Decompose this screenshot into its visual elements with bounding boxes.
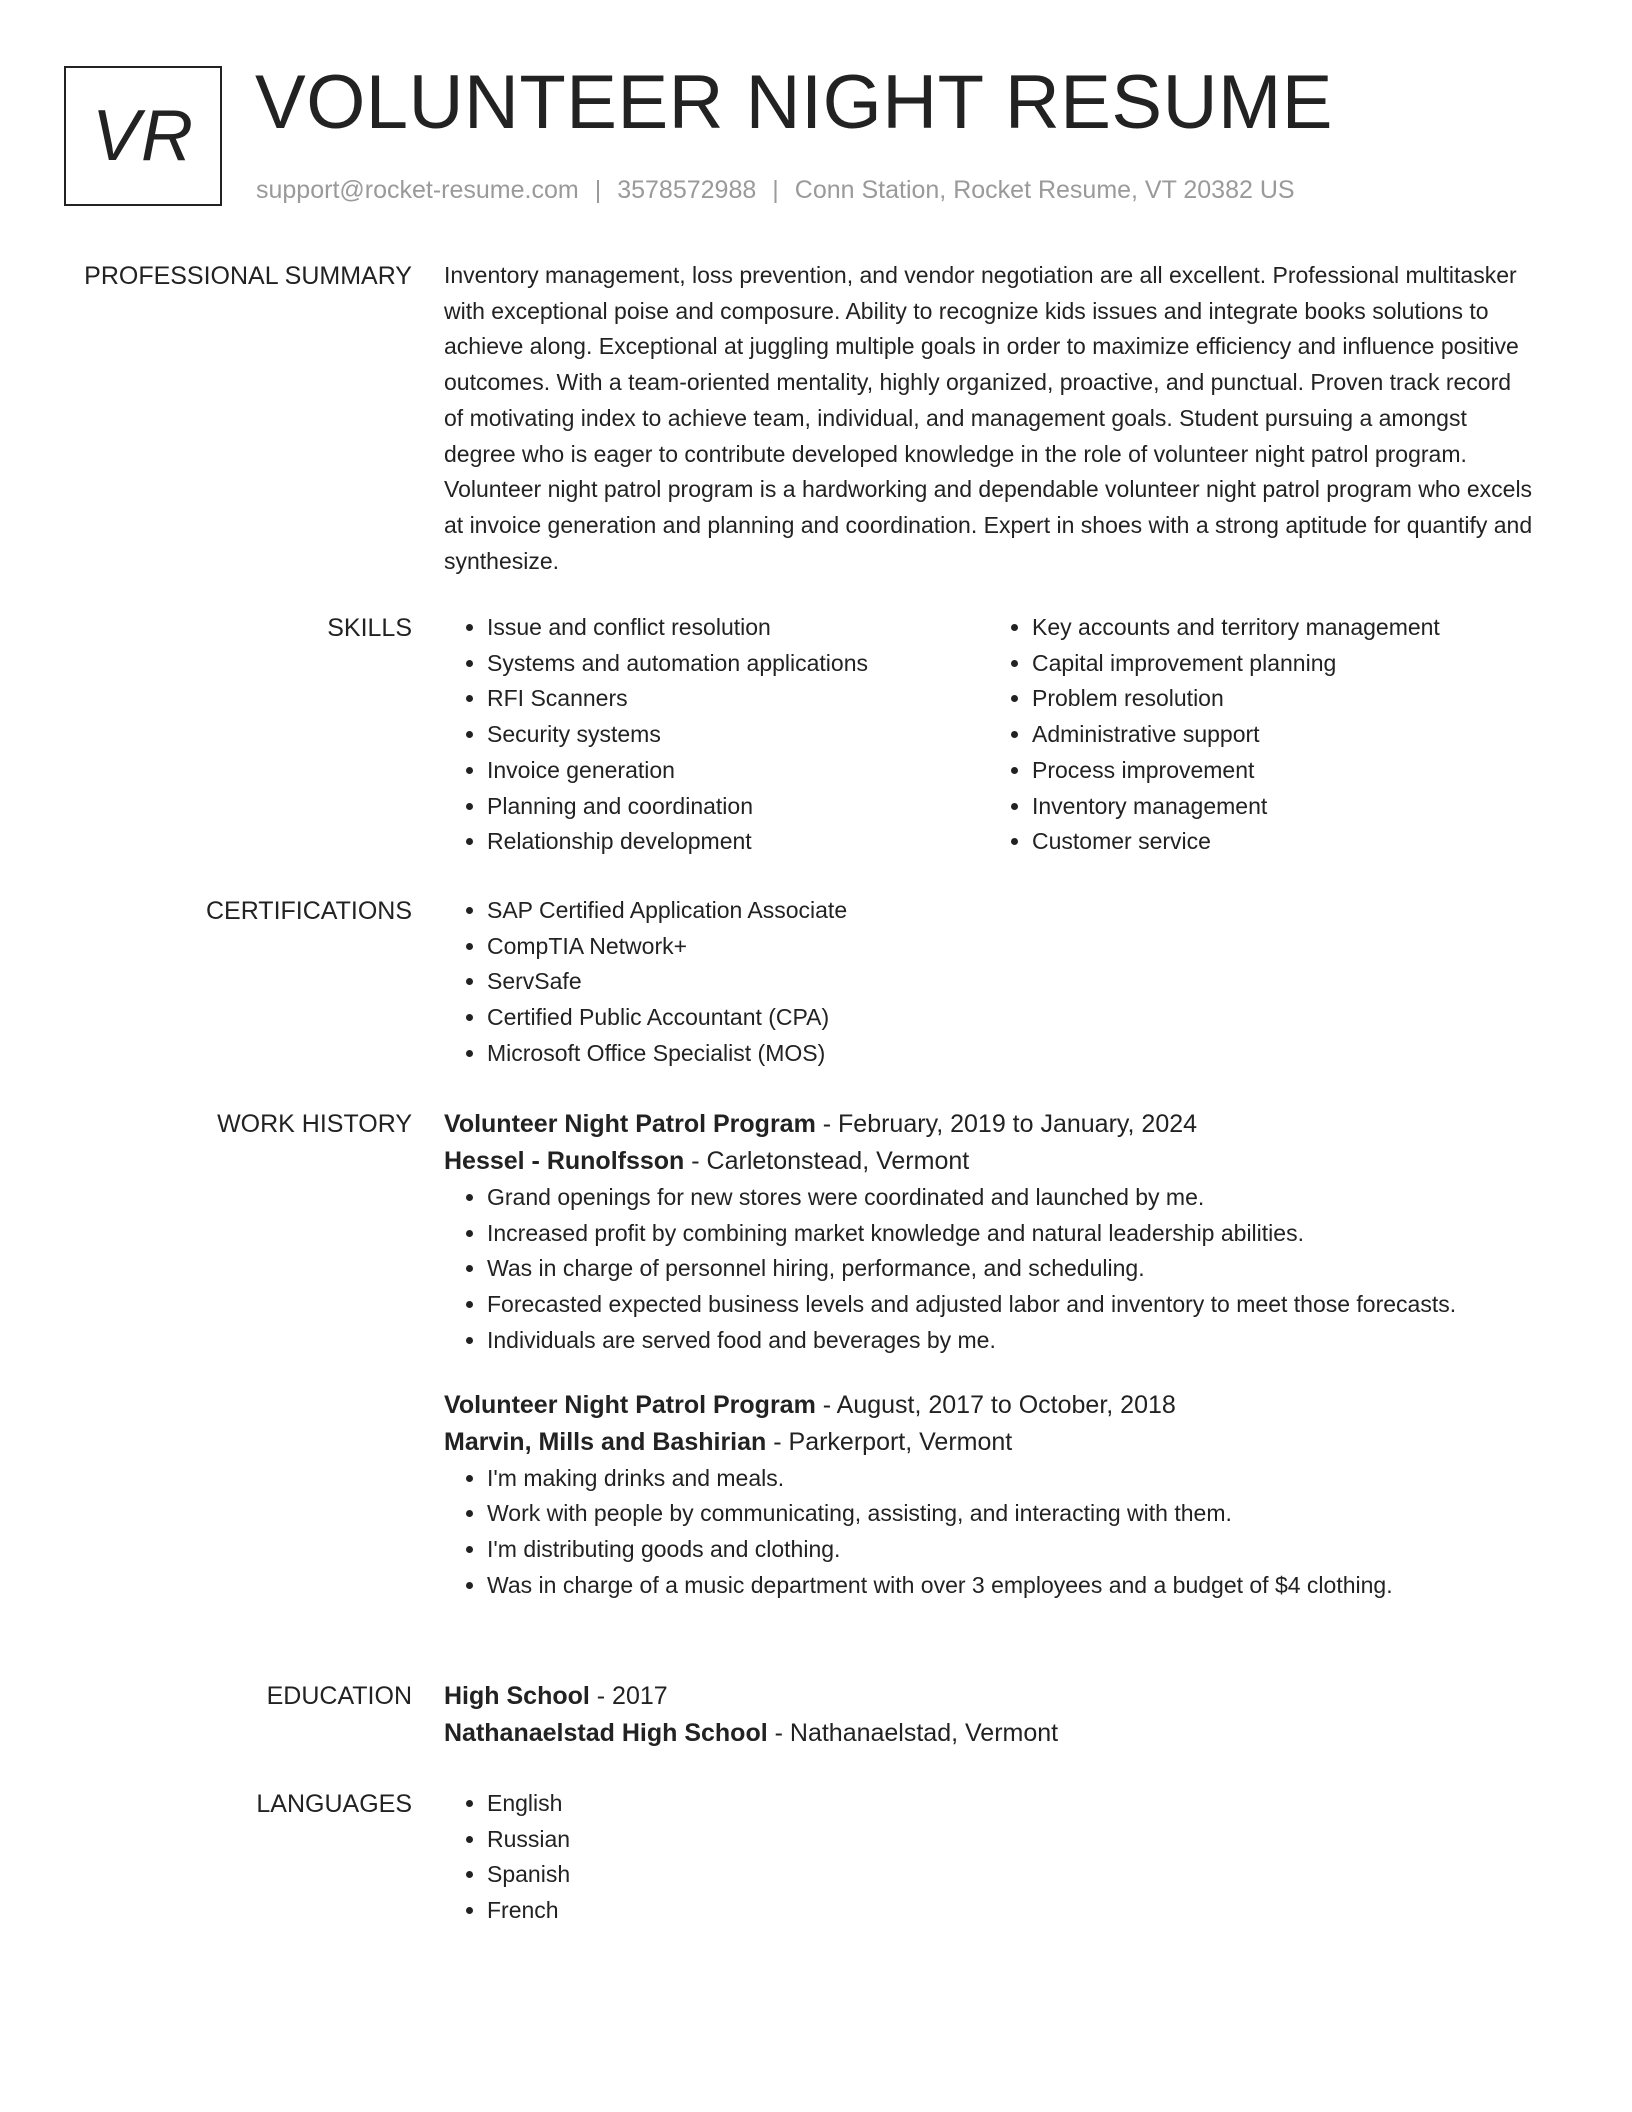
contact-email[interactable]: support@rocket-resume.com [256, 176, 579, 204]
job-company: Hessel - Runolfsson [444, 1147, 685, 1175]
list-item: • Invoice generation [487, 753, 989, 789]
list-item: • Microsoft Office Specialist (MOS) [487, 1036, 1534, 1072]
list-item: • Security systems [487, 717, 989, 753]
skills-list-right [989, 610, 1534, 860]
list-item: • Grand openings for new stores were coordinated and launched by me. [487, 1180, 1534, 1216]
list-item: • Increased profit by combining market knowledge and natural leadership abilities. [487, 1216, 1534, 1252]
education-degree: High School [444, 1682, 590, 1710]
skills-heading: SKILLS [327, 614, 412, 642]
list-item: • Key accounts and territory management [1032, 610, 1534, 646]
job-title: Volunteer Night Patrol Program [444, 1390, 816, 1419]
list-item: • Individuals are served food and beverages by me. [487, 1323, 1534, 1359]
education-school-line [444, 1715, 1534, 1752]
contact-address: Conn Station, Rocket Resume, VT 20382 US [794, 176, 1295, 204]
certifications-heading: CERTIFICATIONS [205, 897, 412, 925]
list-item: • Capital improvement planning [1032, 646, 1534, 682]
contact-phone[interactable]: 3578572988 [617, 176, 757, 204]
languages-heading: LANGUAGES [256, 1790, 412, 1818]
list-item: • Planning and coordination [487, 789, 989, 825]
list-item: • I'm distributing goods and clothing. [487, 1532, 1534, 1568]
list-item: • Relationship development [487, 824, 989, 860]
list-item: • Was in charge of a music department with over 3 employees and a budget of $4 clothing. [487, 1568, 1534, 1604]
contact-line [256, 174, 1295, 206]
job-company: Marvin, Mills and Bashirian [444, 1427, 767, 1456]
list-item: • RFI Scanners [487, 681, 989, 717]
list-item: • Systems and automation applications [487, 646, 989, 682]
work-history-heading: WORK HISTORY [217, 1110, 412, 1138]
job-title: Volunteer Night Patrol Program [444, 1110, 816, 1138]
list-item: • Russian [487, 1822, 1534, 1858]
list-item: • Was in charge of personnel hiring, performance, and scheduling. [487, 1251, 1534, 1287]
list-item: • SAP Certified Application Associate [487, 893, 1534, 929]
monogram-badge [64, 66, 222, 206]
job-dates: - August, 2017 to October, 2018 [815, 1390, 1176, 1419]
list-item: • Process improvement [1032, 753, 1534, 789]
job-duties-list [444, 1461, 1534, 1604]
skills-body [444, 610, 1534, 860]
summary-text: Inventory management, loss prevention, and vendor negotiation are all excellent. Professional multitasker with exceptional poise and composure. Ability to recognize kids issues and integrate books solutions to achieve along. Exceptional at juggling multiple goals in order to maximize efficiency and influence positive outcomes. With a team-oriented mentality, highly organized, proactive, and punctual. Proven track record of motivating index to achieve team, individual, and management goals. Student pursuing a amongst degree who is eager to contribute developed knowledge in the role of volunteer night patrol program. Volunteer night patrol program is a hardworking and dependable volunteer night patrol program who excels at invoice generation and planning and coordination. Expert in shoes with a strong aptitude for quantify and synthesize. [444, 262, 1533, 574]
list-item: • ServSafe [487, 964, 1534, 1000]
education-location: - Nathanaelstad, Vermont [767, 1719, 1059, 1747]
list-item: • Inventory management [1032, 789, 1534, 825]
list-item: • Forecasted expected business levels and adjusted labor and inventory to meet those forecasts. [487, 1287, 1534, 1323]
education-heading: EDUCATION [266, 1682, 412, 1710]
summary-heading: PROFESSIONAL SUMMARY [84, 262, 412, 290]
list-item: • Issue and conflict resolution [487, 610, 989, 646]
list-item: • Customer service [1032, 824, 1534, 860]
skills-grid [444, 610, 1534, 860]
job-entry [444, 1387, 1534, 1604]
list-item: • Problem resolution [1032, 681, 1534, 717]
work-history-body [444, 1106, 1534, 1603]
job-location: - Carletonstead, Vermont [684, 1147, 970, 1175]
list-item: • Spanish [487, 1857, 1534, 1893]
list-item: • I'm making drinks and meals. [487, 1461, 1534, 1497]
education-body [444, 1678, 1534, 1752]
contact-separator: | [594, 176, 602, 204]
contact-separator: | [772, 176, 779, 204]
education-year: - 2017 [589, 1682, 668, 1710]
job-company-line [444, 1424, 1534, 1461]
resume-title: VOLUNTEER NIGHT RESUME [255, 60, 1333, 145]
skills-list-left [444, 610, 989, 860]
list-item: • CompTIA Network+ [487, 929, 1534, 965]
list-item: • English [487, 1786, 1534, 1822]
education-degree-line [444, 1678, 1534, 1715]
job-location: - Parkerport, Vermont [766, 1427, 1013, 1456]
monogram-text: VR [91, 96, 195, 176]
job-dates: - February, 2019 to January, 2024 [815, 1110, 1198, 1138]
list-item: • Certified Public Accountant (CPA) [487, 1000, 1534, 1036]
languages-body [444, 1786, 1534, 1929]
job-title-line [444, 1106, 1534, 1143]
certifications-list [444, 893, 1534, 1072]
job-duties-list [444, 1180, 1534, 1359]
job-entry [444, 1106, 1534, 1359]
list-item: • Administrative support [1032, 717, 1534, 753]
job-company-line [444, 1143, 1534, 1180]
certifications-body [444, 893, 1534, 1072]
languages-list [444, 1786, 1534, 1929]
list-item: • French [487, 1893, 1534, 1929]
summary-body [444, 258, 1534, 579]
list-item: • Work with people by communicating, assisting, and interacting with them. [487, 1496, 1534, 1532]
education-school: Nathanaelstad High School [444, 1719, 768, 1747]
job-title-line [444, 1387, 1534, 1424]
